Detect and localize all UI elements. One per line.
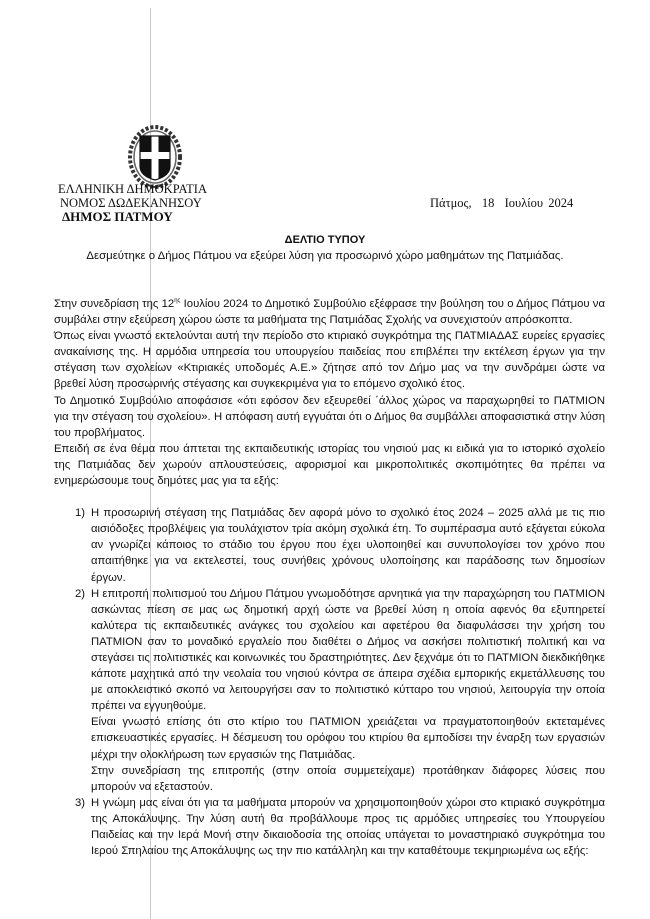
- body-paragraph: [54, 296, 605, 328]
- list-item-text: Η προσωρινή στέγαση της Πατμιάδας δεν αφορά μόνο το σχολικό έτος 2024 – 2025 αλλά με τις πιο αισιόδοξες προβλέψεις για τουλάχιστον τρία ακόμη σχολικά έτη. Το συμπέρασμα αυτό εξάγεται εύκολα αν γνωρίζει κάποιος το στάδιο του έργου που έχει υλοποιηθεί και συνυπολογίσει τον χρόνο που απαιτήθηκε για να εκτελεστεί, τους συνήθεις χρόνους υλοποίησης και παράδοσης των δημοσίων έργων.: [91, 507, 605, 584]
- list-item-number: 3): [75, 796, 86, 809]
- issuer-municipality: ΔΗΜΟΣ ΠΑΤΜΟΥ: [62, 209, 173, 224]
- document-body: [54, 296, 605, 859]
- document-date: Πάτμος, 18 Ιουλίου 2024: [430, 196, 574, 210]
- list-item-number: 2): [75, 587, 86, 600]
- list-item-text: Η επιτροπή πολιτισμού του Δήμου Πάτμου γνωμοδότησε αρνητικά για την παραχώρηση του ΠΑΤΜΙΟΝ ασκώντας πίεση σε μας ως δημοτική αρχή ώστε να βρεθεί λύση η οποία αφενός θα εξυπηρετεί καλύτερα τις εκπαιδευτικές ανάγκες του σχολείου και αφετέρου θα διαφυλάσσει την χρήση του ΠΑΤΜΙΟΝ σαν το μοναδικό εργαλείο που διαθέτει ο Δήμος να ασκήσει πολιτιστική πολιτική και να στεγάσει τις πολιτιστικές και κοινωνικές του δραστηριότητες. Δεν ξεχνάμε ότι το ΠΑΤΜΙΟΝ διεκδικήθηκε κάποτε μαχητικά από την νεολαία του νησιού κόντρα σε άπειρα σχέδια εμπορικής εκμετάλλευσης του με αποκλειστικό σκοπό να λειτουργήσει σαν το πολιτιστικό κύτταρο του νησιού, λειτουργία την οποία πρέπει να εγγυηθούμε.: [91, 587, 605, 713]
- list-item: [54, 586, 605, 795]
- body-paragraph: Όπως είναι γνωστό εκτελούνται αυτή την περίοδο στο κτιριακό συγκρότημα της ΠΑΤΜΙΑΔΑΣ ευρείες εργασίες ανακαίνισης της. Η αρμόδια υπηρεσία του υπουργείου παιδείας που επιβλέπει την εκτέλεση έργων για την στέγαση των σχολείων «Κτιριακές υποδομές Α.Ε.» ζήτησε από τον Δήμο μας να την συνδράμει ώστε να βρεθεί λύση προσωρινής στέγασης και συγκεκριμένα για το επόμενο σχολικό έτος.: [54, 330, 605, 391]
- document-subtitle: Δεσμεύτηκε ο Δήμος Πάτμου να εξεύρει λύση για προσωρινό χώρο μαθημάτων της Πατμιάδας.: [86, 250, 564, 262]
- body-paragraph: Το Δημοτικό Συμβούλιο αποφάσισε «ότι εφόσον δεν εξευρεθεί ΄άλλος χώρος να παραχωρηθεί το ΠΑΤΜΙΟΝ για την στέγαση του σχολείου». Η απόφαση αυτή εγγυάται ότι ο Δήμος θα συμβάλλει αποφασιστικά στην λύση του προβλήματος.: [54, 394, 605, 439]
- numbered-list: [54, 505, 605, 859]
- list-item-number: 1): [75, 507, 86, 520]
- document-title: ΔΕΛΤΙΟ ΤΥΠΟΥ: [284, 234, 366, 246]
- list-item-text: Στην συνεδρίαση της επιτροπής (στην οποία συμμετείχαμε) προτάθηκαν διάφορες λύσεις που μπορούν να εξεταστούν.: [91, 764, 605, 793]
- list-item-text: Είναι γνωστό επίσης ότι στο κτίριο του ΠΑΤΜΙΟΝ χρειάζεται να πραγματοποιηθούν εκτεταμένες επισκευαστικές εργασίες. Η δέσμευση του ορόφου του κτιρίου θα εμποδίσει την έναρξη των εργασιών μέχρι την ολοκλήρωση των εργασιών της Πατμιάδας.: [91, 716, 605, 761]
- list-item: [54, 795, 605, 859]
- paragraph-text: Στην συνεδρίαση της 12: [54, 298, 175, 310]
- ordinal-superscript: ης: [174, 298, 181, 304]
- issuer-header: [58, 182, 207, 224]
- paragraph-text: Ιουλίου 2024 το Δημοτικό Συμβούλιο εξέφρασε την βούληση του ο Δήμος Πάτμου να συμβάλει στην εξεύρεση χώρου ώστε τα μαθήματα της Πατμιάδας Σχολής να συνεχιστούν απρόσκοπτα.: [54, 298, 605, 327]
- body-paragraph: Επειδή σε ένα θέμα που άπτεται της εκπαιδευτικής ιστορίας του νησιού μας κι ειδικά για το ιστορικό σχολείο της Πατμιάδας δεν χωρούν απλουστεύσεις, αφορισμοί και μικροπολιτικές σκοπιμότητες θα πρέπει να ενημερώσουμε τους δημότες μας για τα εξής:: [54, 442, 605, 488]
- list-item-text: Η γνώμη μας είναι ότι για τα μαθήματα μπορούν να χρησιμοποιηθούν χώροι στο κτιριακό συγκρότημα της Αποκάλυψης. Την λύση αυτή θα προβάλλουμε προς τις αρμόδιες υπηρεσίες του Υπουργείου Παιδείας και την Ιερά Μονή στην δικαιοδοσία της οποίας υπάγεται το μοναστηριακό συγκρότημα του Ιερού Σπηλαίου της Αποκάλυψης ως την πιο κατάλληλη και την καταθέτουμε τεκμηριωμένα ως εξής:: [91, 796, 605, 858]
- list-item: [54, 505, 605, 585]
- issuer-country: ΕΛΛΗΝΙΚΗ ΔΗΜΟΚΡΑΤΙΑ: [58, 182, 207, 196]
- issuer-prefecture: ΝΟΜΟΣ ΔΩΔΕΚΑΝΗΣΟΥ: [60, 196, 202, 210]
